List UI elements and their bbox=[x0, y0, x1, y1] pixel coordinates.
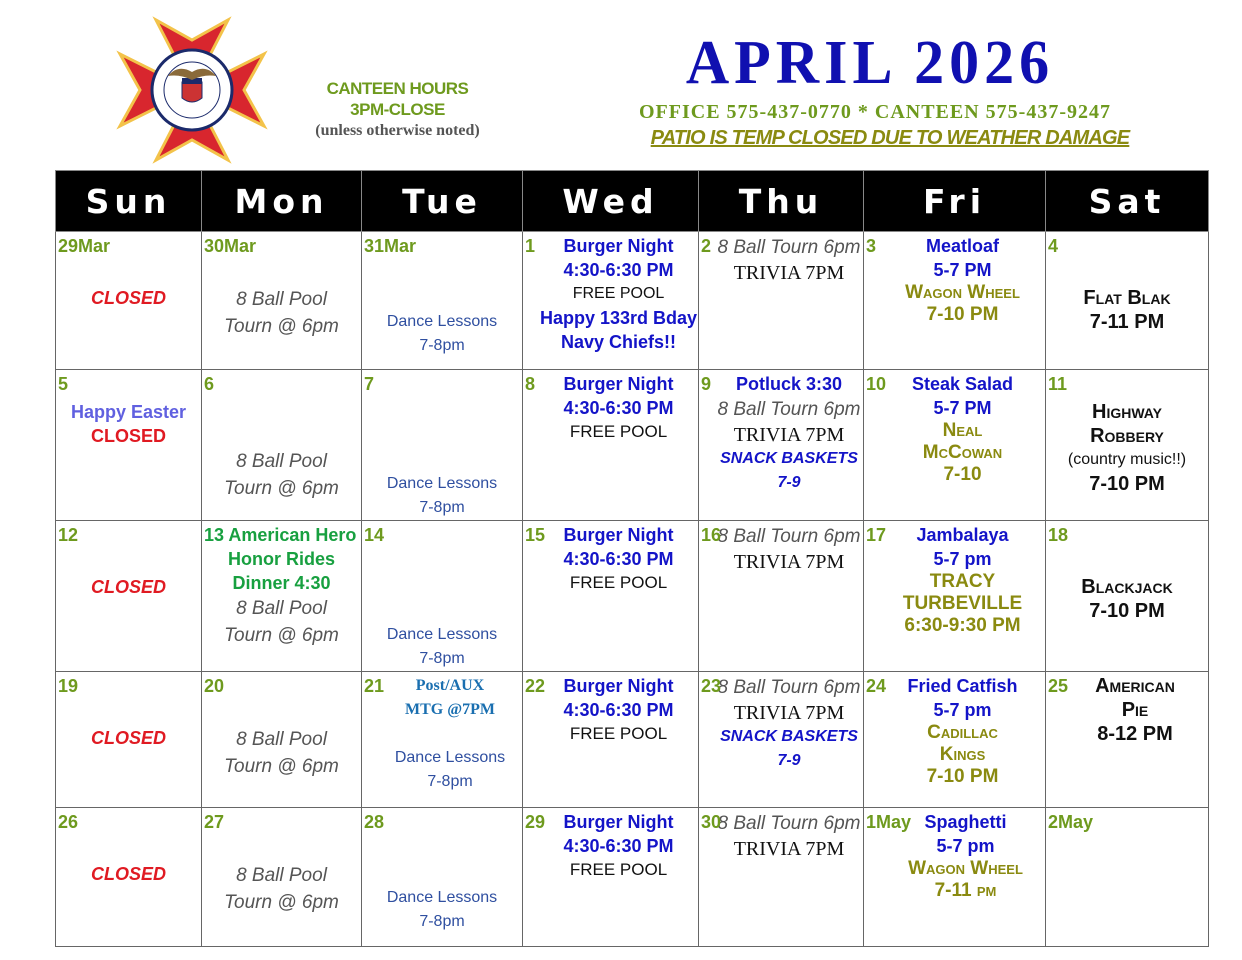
day-cell bbox=[1046, 521, 1209, 672]
spacer bbox=[202, 838, 361, 862]
day-events bbox=[864, 521, 1045, 637]
day-cell bbox=[699, 672, 864, 808]
day-cell bbox=[56, 521, 202, 672]
event-line: 7-10 bbox=[943, 464, 982, 485]
day-cell bbox=[202, 370, 362, 521]
day-events bbox=[864, 232, 1045, 326]
event-line: 8 Ball Tourn 6pm bbox=[717, 399, 861, 420]
day-number: 19 bbox=[58, 676, 79, 696]
event-line: 4:30-6:30 PM bbox=[563, 549, 674, 569]
spacer bbox=[202, 424, 361, 448]
spacer bbox=[362, 551, 522, 575]
event-line: Tourn @ 6pm bbox=[224, 756, 339, 777]
spacer bbox=[362, 838, 522, 862]
day-cell bbox=[362, 232, 523, 370]
event-line: SNACK BASKETS bbox=[720, 728, 858, 745]
day-number: 13 American Hero bbox=[204, 525, 357, 545]
event-line: TRIVIA 7PM bbox=[733, 838, 845, 860]
spacer bbox=[362, 424, 522, 448]
day-cell bbox=[523, 370, 699, 521]
event-line: 7-8pm bbox=[427, 773, 473, 790]
spacer bbox=[362, 599, 522, 623]
event-line: Flat Blak bbox=[1083, 287, 1171, 309]
event-line: Potluck 3:30 bbox=[735, 374, 843, 394]
day-events bbox=[202, 672, 361, 780]
week-row bbox=[56, 808, 1209, 947]
event-line: 7-9 bbox=[777, 474, 801, 491]
event-line: FREE POOL bbox=[569, 573, 668, 592]
event-line: Burger Night bbox=[563, 236, 674, 256]
day-number: 4 bbox=[1048, 236, 1059, 256]
day-number: 21 bbox=[364, 676, 385, 696]
weekday-mon: Mon bbox=[202, 171, 362, 232]
event-line: Meatloaf bbox=[925, 236, 999, 256]
event-line: 8 Ball Pool bbox=[236, 865, 327, 886]
day-events bbox=[699, 808, 863, 861]
event-line: FREE POOL bbox=[572, 285, 665, 302]
event-line: Happy Easter bbox=[70, 402, 187, 422]
day-number: 25 bbox=[1048, 676, 1069, 696]
day-number: 24 bbox=[866, 676, 887, 696]
day-cell bbox=[864, 521, 1046, 672]
event-line: Blackjack bbox=[1081, 576, 1173, 598]
day-number: 17 bbox=[866, 525, 887, 545]
day-events bbox=[523, 672, 698, 746]
day-events bbox=[362, 521, 522, 671]
day-cell bbox=[699, 232, 864, 370]
day-events bbox=[362, 370, 522, 520]
event-line: Neal bbox=[942, 420, 983, 441]
event-line: 8 Ball Pool bbox=[236, 451, 327, 472]
event-line: Kings bbox=[939, 744, 986, 765]
spacer bbox=[1046, 262, 1208, 286]
day-number: 15 bbox=[525, 525, 546, 545]
day-cell bbox=[864, 808, 1046, 947]
day-cell bbox=[1046, 808, 1209, 947]
event-line: 8 Ball Tourn 6pm bbox=[717, 677, 861, 698]
event-line: Dance Lessons bbox=[386, 475, 498, 492]
event-line: TRIVIA 7PM bbox=[733, 424, 845, 446]
day-cell bbox=[362, 672, 523, 808]
page-title: APRIL 2026 bbox=[685, 27, 1055, 97]
event-line: TURBEVILLE bbox=[902, 593, 1023, 614]
day-cell bbox=[523, 232, 699, 370]
day-events bbox=[699, 672, 863, 773]
event-line: FREE POOL bbox=[569, 724, 668, 743]
event-line: FREE POOL bbox=[569, 860, 668, 879]
day-events bbox=[699, 370, 863, 495]
event-line: Dance Lessons bbox=[386, 313, 498, 330]
event-line: Tourn @ 6pm bbox=[224, 316, 339, 337]
day-events bbox=[1046, 672, 1208, 746]
event-line: 5-7 PM bbox=[933, 398, 992, 418]
day-cell bbox=[864, 370, 1046, 521]
day-number: 30 bbox=[701, 812, 722, 832]
event-line: Dance Lessons bbox=[386, 626, 498, 643]
event-line: 8 Ball Pool bbox=[236, 289, 327, 310]
day-number: 8 bbox=[525, 374, 536, 394]
weekday-header bbox=[56, 171, 1209, 232]
event-line: 7-8pm bbox=[419, 650, 465, 667]
event-line: Happy 133rd Bday bbox=[539, 308, 698, 328]
day-cell bbox=[56, 808, 202, 947]
event-line: 8 Ball Pool bbox=[236, 729, 327, 750]
weekday-wed: Wed bbox=[523, 171, 699, 232]
day-cell bbox=[56, 232, 202, 370]
event-line: 6:30-9:30 PM bbox=[904, 615, 1021, 636]
hours-line2: 3PM-CLOSE bbox=[350, 100, 445, 119]
spacer bbox=[202, 702, 361, 726]
event-line: SNACK BASKETS bbox=[720, 450, 858, 467]
event-line: FREE POOL bbox=[569, 422, 668, 441]
day-cell bbox=[56, 370, 202, 521]
day-number: 18 bbox=[1048, 525, 1069, 545]
spacer bbox=[362, 262, 522, 286]
day-cell bbox=[1046, 672, 1209, 808]
event-line: MTG @7PM bbox=[405, 701, 495, 718]
hours-note: (unless otherwise noted) bbox=[315, 122, 480, 139]
event-line: 5-7 pm bbox=[933, 700, 992, 720]
event-line: 4:30-6:30 PM bbox=[563, 260, 674, 280]
event-line: 5-7 pm bbox=[933, 549, 992, 569]
weekday-sun: Sun bbox=[56, 171, 202, 232]
day-cell bbox=[362, 808, 523, 947]
day-events bbox=[523, 808, 698, 882]
day-number: 22 bbox=[525, 676, 546, 696]
day-events bbox=[523, 521, 698, 595]
day-number: 31Mar bbox=[364, 236, 417, 256]
event-line: 7-8pm bbox=[419, 337, 465, 354]
spacer bbox=[56, 551, 201, 575]
day-number: 14 bbox=[364, 525, 385, 545]
day-cell bbox=[56, 672, 202, 808]
event-line: 8 Ball Tourn 6pm bbox=[717, 813, 861, 834]
day-number: 27 bbox=[204, 812, 225, 832]
event-line: Tourn @ 6pm bbox=[224, 625, 339, 646]
day-events bbox=[202, 808, 361, 916]
event-line: Wagon Wheel bbox=[908, 858, 1023, 879]
event-line: McCowan bbox=[922, 442, 1003, 463]
day-cell bbox=[202, 521, 362, 672]
day-events bbox=[864, 370, 1045, 486]
day-events bbox=[56, 370, 201, 448]
day-number: 5 bbox=[58, 374, 69, 394]
event-line: 5-7 PM bbox=[933, 260, 992, 280]
event-line: 7-10 PM bbox=[1089, 600, 1165, 622]
event-line: 7-8pm bbox=[419, 499, 465, 516]
event-line: (country music!!) bbox=[1067, 451, 1187, 468]
event-line: Tourn @ 6pm bbox=[224, 892, 339, 913]
event-line: Spaghetti bbox=[924, 812, 1007, 832]
event-line: 7-10 PM bbox=[926, 304, 999, 325]
day-number: 11 bbox=[1048, 374, 1068, 394]
event-line: 4:30-6:30 PM bbox=[563, 836, 674, 856]
event-line: CLOSED bbox=[90, 864, 166, 884]
event-line: TRACY bbox=[929, 571, 996, 592]
event-line: Burger Night bbox=[563, 525, 674, 545]
day-number: 9 bbox=[701, 374, 712, 394]
event-line: TRIVIA 7PM bbox=[733, 262, 845, 284]
weekday-fri: Fri bbox=[864, 171, 1046, 232]
event-line: TRIVIA 7PM bbox=[733, 551, 845, 573]
event-line: 7-8pm bbox=[419, 913, 465, 930]
weekday-sat: Sat bbox=[1046, 171, 1209, 232]
spacer bbox=[202, 400, 361, 424]
event-line: 8 Ball Tourn 6pm bbox=[717, 526, 861, 547]
spacer bbox=[362, 448, 522, 472]
day-number: 7 bbox=[364, 374, 375, 394]
day-number: 2 bbox=[701, 236, 712, 256]
event-line: Dinner 4:30 bbox=[232, 573, 331, 593]
day-events bbox=[523, 370, 698, 444]
event-line: TRIVIA 7PM bbox=[733, 702, 845, 724]
day-number: 1 bbox=[525, 236, 536, 256]
calendar-grid bbox=[55, 170, 1209, 947]
event-line: Post/AUX bbox=[415, 677, 485, 694]
event-line: Wagon Wheel bbox=[905, 282, 1020, 303]
day-cell bbox=[1046, 232, 1209, 370]
day-cell bbox=[523, 808, 699, 947]
day-number: 26 bbox=[58, 812, 79, 832]
weekday-tue: Tue bbox=[362, 171, 523, 232]
event-line: 5-7 pm bbox=[936, 836, 995, 856]
day-cell bbox=[1046, 370, 1209, 521]
day-events bbox=[864, 672, 1045, 788]
weekday-thu: Thu bbox=[699, 171, 864, 232]
event-line: Pie bbox=[1121, 699, 1149, 721]
spacer bbox=[56, 262, 201, 286]
day-number: 20 bbox=[204, 676, 225, 696]
phone-numbers: OFFICE 575-437-0770 * CANTEEN 575-437-9247 bbox=[639, 101, 1111, 123]
day-cell bbox=[362, 370, 523, 521]
day-cell bbox=[864, 672, 1046, 808]
day-cell bbox=[699, 370, 864, 521]
event-line: Steak Salad bbox=[911, 374, 1014, 394]
event-line: 8 Ball Tourn 6pm bbox=[717, 237, 861, 258]
event-line: American bbox=[1095, 675, 1175, 697]
event-line: Dance Lessons bbox=[386, 889, 498, 906]
vfw-logo bbox=[116, 16, 268, 164]
event-line: CLOSED bbox=[90, 577, 166, 597]
event-line: 7-10 PM bbox=[1089, 473, 1165, 495]
hours-line1: CANTEEN HOURS bbox=[326, 79, 469, 98]
day-events bbox=[699, 232, 863, 285]
spacer bbox=[56, 838, 201, 862]
event-line: 4:30-6:30 PM bbox=[563, 398, 674, 418]
event-line: 7-9 bbox=[777, 752, 801, 769]
event-line: Highway bbox=[1092, 401, 1162, 423]
event-line: CLOSED bbox=[90, 288, 166, 308]
spacer bbox=[202, 262, 361, 286]
event-line: Honor Rides bbox=[227, 549, 335, 569]
day-number: 3 bbox=[866, 236, 877, 256]
day-cell bbox=[523, 672, 699, 808]
day-events bbox=[699, 521, 863, 574]
day-number: 23 bbox=[701, 676, 722, 696]
day-events bbox=[202, 370, 361, 502]
event-line: CLOSED bbox=[90, 728, 166, 748]
day-cell bbox=[362, 521, 523, 672]
event-line: Fried Catfish bbox=[907, 676, 1018, 696]
spacer bbox=[1046, 551, 1208, 575]
day-cell bbox=[699, 808, 864, 947]
day-cell bbox=[202, 808, 362, 947]
event-line: Burger Night bbox=[563, 812, 674, 832]
week-row bbox=[56, 672, 1209, 808]
day-cell bbox=[202, 232, 362, 370]
day-number: 29Mar bbox=[58, 236, 111, 256]
event-line: 8 Ball Pool bbox=[236, 598, 327, 619]
event-line: Cadillac bbox=[927, 722, 998, 743]
event-line: 7-11 pm bbox=[934, 880, 997, 901]
day-number: 2May bbox=[1048, 812, 1094, 832]
day-events bbox=[1046, 232, 1208, 334]
week-row bbox=[56, 521, 1209, 672]
event-line: 7-10 PM bbox=[926, 766, 999, 787]
spacer bbox=[362, 400, 522, 424]
spacer bbox=[378, 722, 522, 746]
day-number: 1May bbox=[866, 812, 912, 832]
event-line: Dance Lessons bbox=[394, 749, 506, 766]
spacer bbox=[56, 702, 201, 726]
day-events bbox=[523, 232, 698, 354]
week-row bbox=[56, 370, 1209, 521]
day-number: 30Mar bbox=[204, 236, 257, 256]
day-events bbox=[1046, 370, 1208, 496]
event-line: 4:30-6:30 PM bbox=[563, 700, 674, 720]
day-number: 16 bbox=[701, 525, 722, 545]
event-line: Burger Night bbox=[563, 374, 674, 394]
day-number: 29 bbox=[525, 812, 546, 832]
day-cell bbox=[202, 672, 362, 808]
event-line: 8-12 PM bbox=[1097, 723, 1173, 745]
day-events bbox=[362, 672, 522, 794]
day-number: 12 bbox=[58, 525, 79, 545]
day-number: 10 bbox=[866, 374, 887, 394]
day-cell bbox=[699, 521, 864, 672]
event-line: Tourn @ 6pm bbox=[224, 478, 339, 499]
event-line: 7-11 PM bbox=[1089, 311, 1165, 333]
week-row bbox=[56, 232, 1209, 370]
event-line: Navy Chiefs!! bbox=[560, 332, 677, 352]
day-events bbox=[1046, 521, 1208, 623]
event-line: Burger Night bbox=[563, 676, 674, 696]
day-cell bbox=[864, 232, 1046, 370]
spacer bbox=[362, 862, 522, 886]
day-cell bbox=[523, 521, 699, 672]
patio-notice: PATIO IS TEMP CLOSED DUE TO WEATHER DAMAGE bbox=[650, 127, 1130, 149]
event-line: Jambalaya bbox=[916, 525, 1009, 545]
spacer bbox=[362, 575, 522, 599]
canteen-hours bbox=[290, 78, 505, 141]
event-line: CLOSED bbox=[90, 426, 166, 446]
spacer bbox=[362, 286, 522, 310]
day-number: 28 bbox=[364, 812, 385, 832]
event-line: Robbery bbox=[1090, 425, 1164, 447]
day-events bbox=[362, 808, 522, 934]
day-number: 6 bbox=[204, 374, 215, 394]
